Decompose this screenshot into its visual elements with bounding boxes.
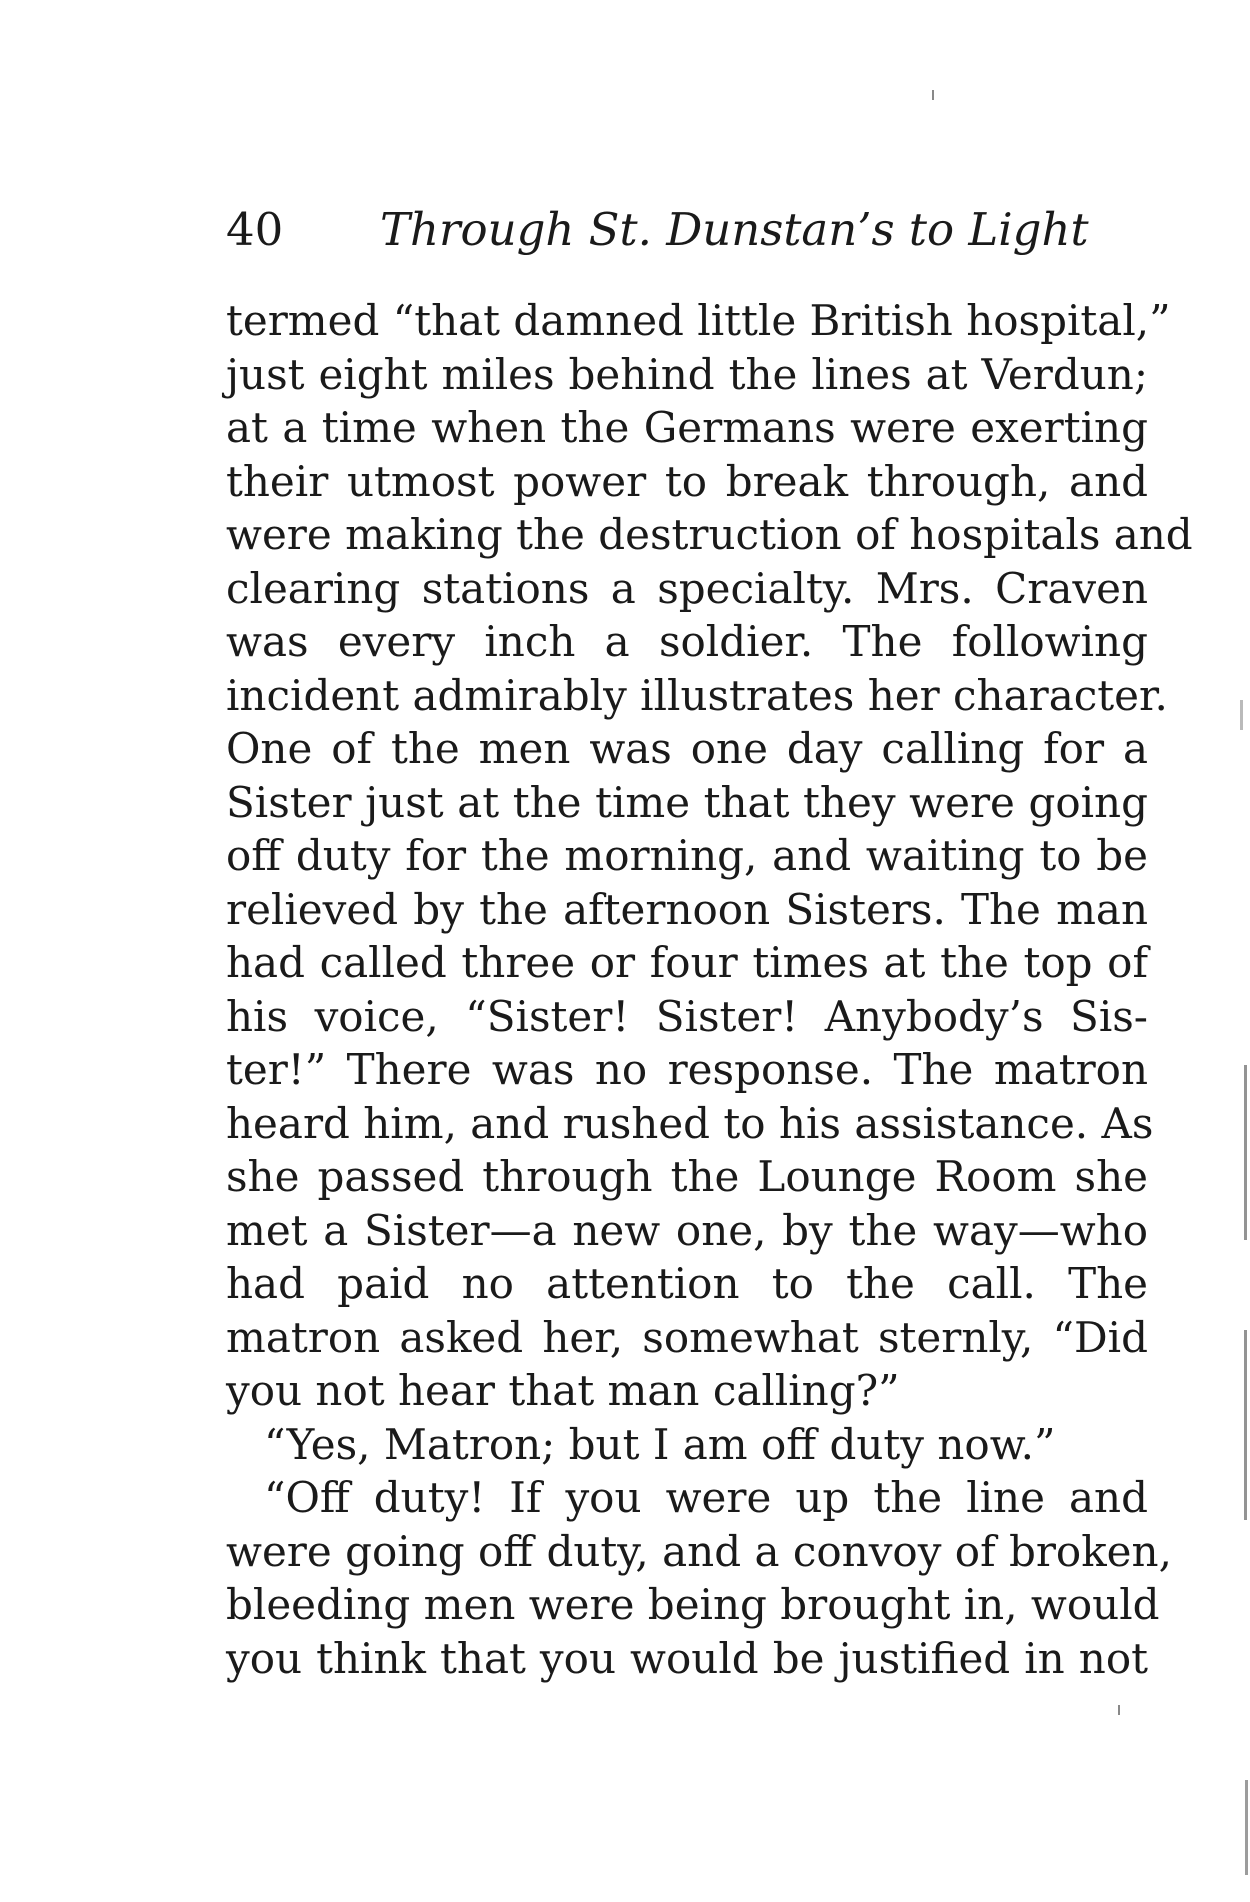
scan-artifact — [1240, 700, 1243, 730]
text-line: off duty for the morning, and waiting to be — [226, 831, 1148, 880]
text-line: “Off duty! If you were up the line and — [264, 1473, 1148, 1522]
text-line: One of the men was one day calling for a — [226, 724, 1148, 773]
scan-artifact — [1244, 1330, 1247, 1520]
text-line: incident admirably illustrates her character. — [226, 670, 1168, 720]
scan-artifact — [932, 90, 934, 100]
text-line: at a time when the Germans were exerting — [226, 403, 1148, 452]
text-line: termed “that damned little British hospital,” — [226, 296, 1171, 345]
text-line: you not hear that man calling?” — [226, 1366, 900, 1415]
text-line: just eight miles behind the lines at Verdun; — [226, 349, 1148, 399]
text-line: their utmost power to break through, and — [226, 456, 1148, 506]
body-text — [226, 294, 1193, 1685]
running-title: Through St. Dunstan’s to Light — [380, 203, 1089, 256]
text-line: had paid no attention to the call. The — [226, 1259, 1148, 1308]
text-line: heard him, and rushed to his assistance. As — [226, 1098, 1154, 1148]
text-line: “Yes, Matron; but I am off duty now.” — [264, 1419, 1056, 1469]
text-line: matron asked her, somewhat sternly, “Did — [226, 1312, 1148, 1362]
text-line: clearing stations a specialty. Mrs. Craven — [226, 563, 1148, 613]
page-number: 40 — [226, 203, 284, 256]
running-head — [226, 200, 1146, 260]
text-line: relieved by the afternoon Sisters. The man — [226, 884, 1148, 934]
text-line: were making the destruction of hospitals and — [226, 510, 1193, 559]
text-line: had called three or four times at the top of — [226, 938, 1148, 987]
text-line: you think that you would be justified in not — [226, 1633, 1148, 1683]
text-line: his voice, “Sister! Sister! Anybody’s Sis- — [226, 991, 1148, 1041]
scan-artifact — [1244, 1065, 1247, 1240]
text-line: Sister just at the time that they were going — [226, 777, 1148, 827]
scan-artifact — [1245, 1780, 1248, 1875]
text-line: met a Sister—a new one, by the way—who — [226, 1205, 1148, 1255]
text-line: were going off duty, and a convoy of broken, — [226, 1526, 1172, 1576]
text-line: was every inch a soldier. The following — [226, 617, 1148, 666]
text-line: she passed through the Lounge Room she — [226, 1152, 1148, 1201]
text-line: bleeding men were being brought in, would — [226, 1580, 1160, 1629]
scan-artifact — [1118, 1705, 1120, 1715]
text-line: ter!” There was no response. The matron — [226, 1045, 1148, 1094]
